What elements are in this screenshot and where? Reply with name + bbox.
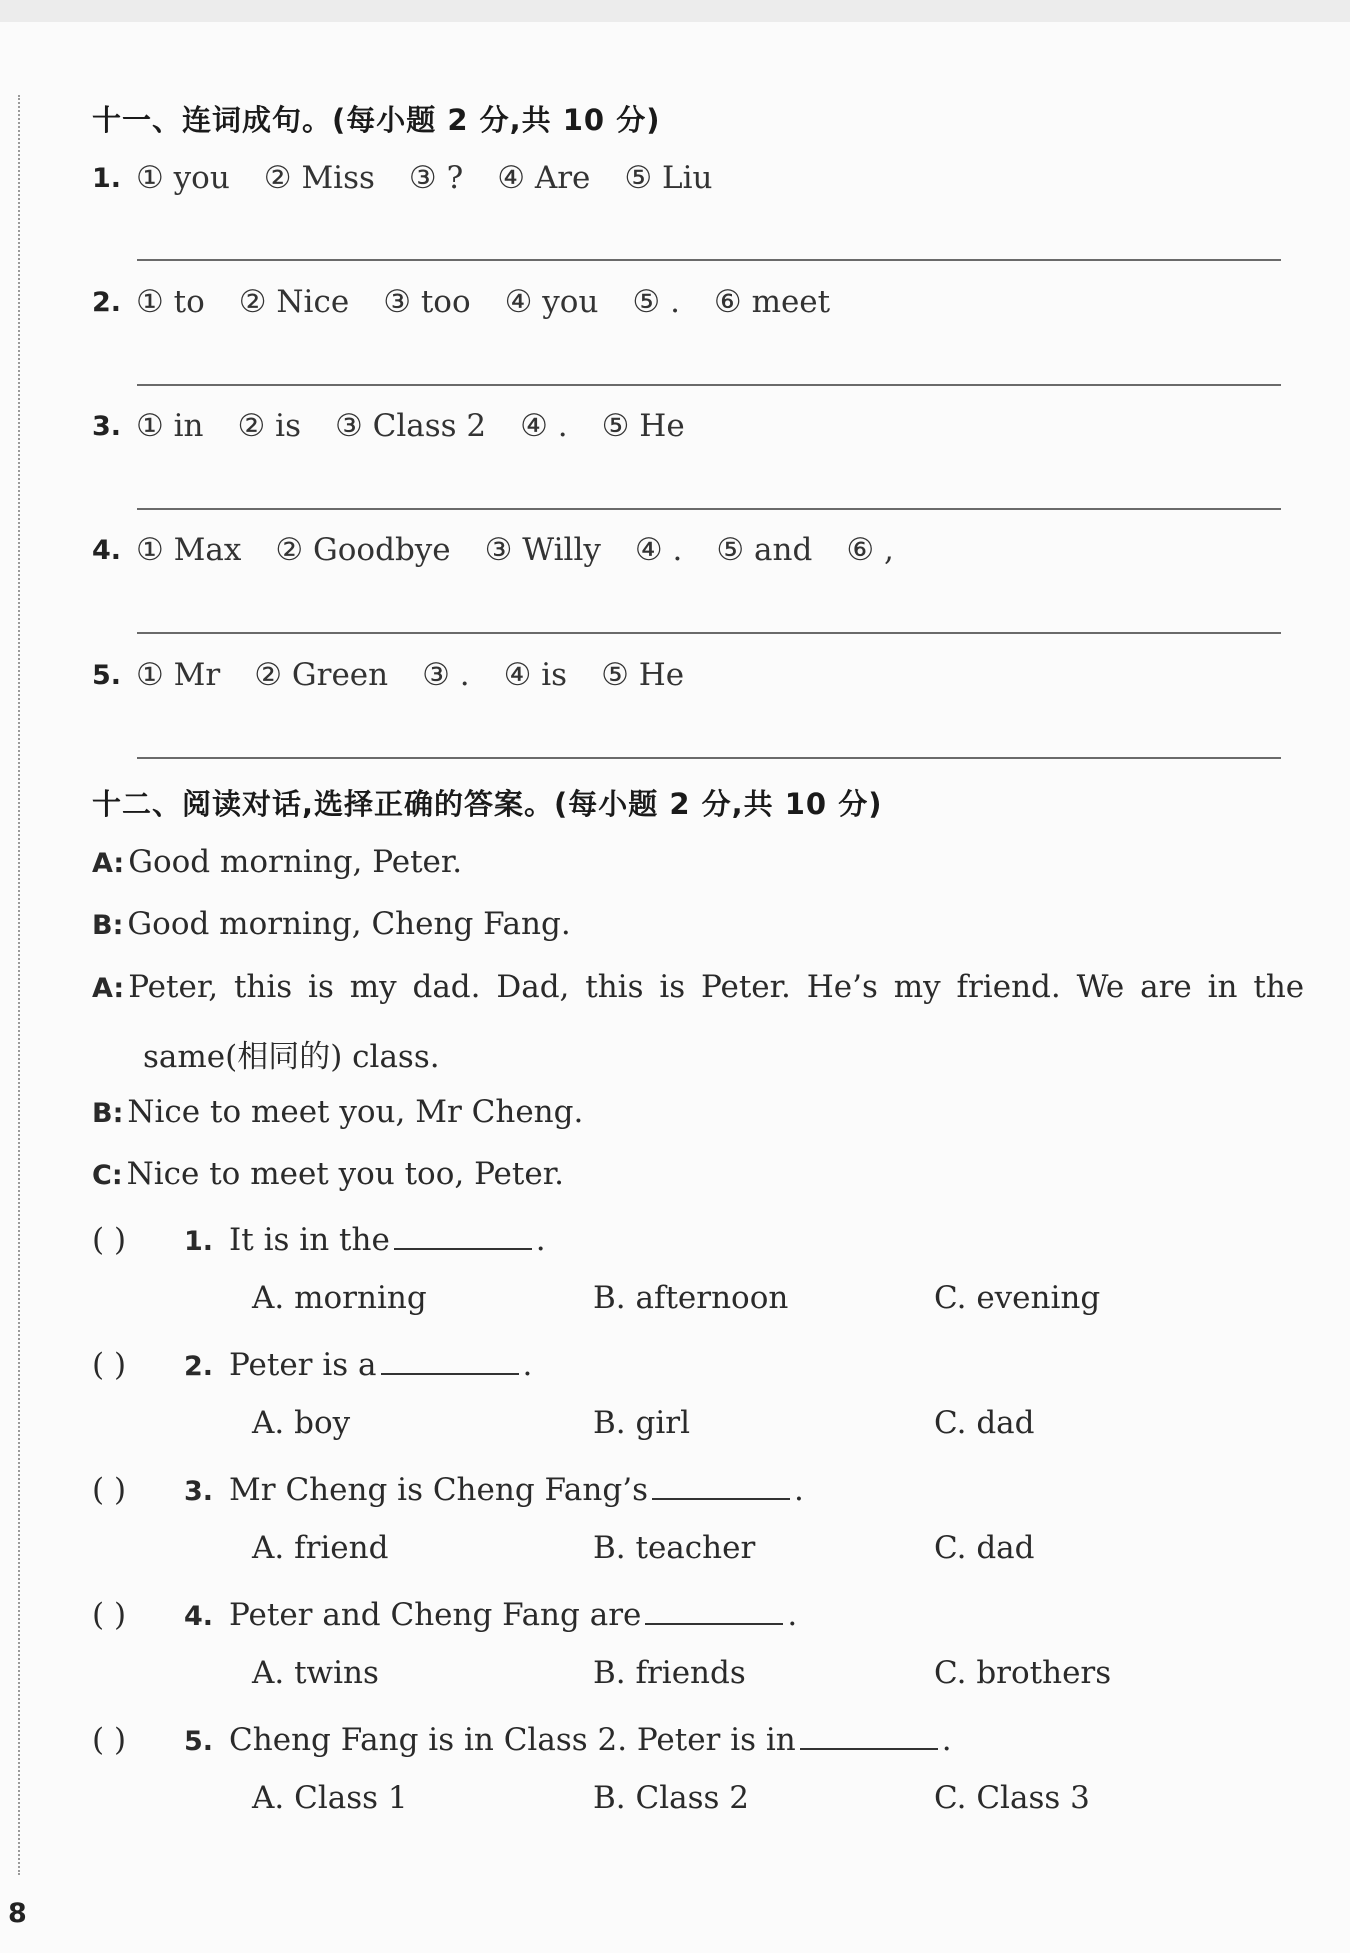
section-12-heading: 十二、阅读对话,选择正确的答案。(每小题 2 分,共 10 分): [92, 787, 883, 821]
answer-bracket[interactable]: ( ): [92, 1222, 127, 1258]
choice-question-5: [92, 1718, 952, 1758]
word-option: ① Max: [136, 532, 242, 568]
word-option: ⑥ ,: [846, 532, 894, 568]
word-option: ① you: [136, 160, 230, 196]
word-option: ⑤ He: [601, 408, 685, 444]
question-number: 3.: [92, 410, 122, 442]
word-order-question-4: [92, 530, 928, 570]
dialogue-text: Nice to meet you, Mr Cheng.: [127, 1094, 584, 1130]
dialogue-text: Good morning, Peter.: [128, 844, 463, 880]
word-option: ③ Class 2: [335, 408, 487, 444]
dialogue-line-3-continued: same(相同的) class.: [143, 1039, 440, 1075]
word-option: ④ is: [503, 657, 568, 693]
word-option: ② Miss: [263, 160, 375, 196]
word-option: ⑤ Liu: [624, 160, 713, 196]
fill-blank: [381, 1343, 519, 1375]
question-number: 4.: [184, 1601, 214, 1632]
speaker-label: A:: [92, 848, 125, 879]
option-a[interactable]: A. boy: [252, 1405, 351, 1441]
dialogue-text: Good morning, Cheng Fang.: [127, 906, 571, 942]
option-b[interactable]: B. girl: [593, 1405, 690, 1441]
speaker-label: A:: [92, 973, 125, 1004]
answer-bracket[interactable]: ( ): [92, 1472, 127, 1508]
word-option: ④ .: [634, 532, 683, 568]
word-option: ⑤ He: [601, 657, 685, 693]
answer-bracket[interactable]: ( ): [92, 1347, 127, 1383]
answer-line-4[interactable]: [137, 632, 1281, 634]
word-order-question-2: [92, 282, 864, 322]
question-end: .: [787, 1597, 798, 1633]
option-a[interactable]: A. friend: [252, 1530, 389, 1566]
word-option: ③ ?: [408, 160, 464, 196]
question-stem: It is in the: [229, 1222, 390, 1258]
dialogue-line-2: [92, 893, 1282, 957]
word-option: ④ .: [520, 408, 568, 444]
question-number: 1.: [92, 162, 122, 194]
choice-question-1: [92, 1218, 546, 1258]
question-stem: Peter is a: [229, 1347, 377, 1383]
dialogue-text: Nice to meet you too, Peter.: [126, 1156, 564, 1192]
question-number: 2.: [184, 1351, 214, 1382]
binding-margin-line: [18, 95, 20, 1875]
question-stem: Mr Cheng is Cheng Fang’s: [229, 1472, 648, 1508]
option-c[interactable]: C. dad: [934, 1405, 1035, 1441]
option-b[interactable]: B. friends: [593, 1655, 746, 1691]
question-number: 3.: [184, 1476, 214, 1507]
option-b[interactable]: B. afternoon: [593, 1280, 789, 1316]
speaker-label: B:: [92, 910, 124, 941]
top-shade: [0, 0, 1350, 22]
word-option: ① in: [136, 408, 204, 444]
choice-question-3: [92, 1468, 804, 1508]
question-end: .: [941, 1722, 952, 1758]
option-c[interactable]: C. brothers: [934, 1655, 1112, 1691]
section-11-heading: 十一、连词成句。(每小题 2 分,共 10 分): [92, 103, 661, 137]
question-number: 4.: [92, 534, 122, 566]
word-order-question-5: [92, 655, 718, 695]
answer-line-3[interactable]: [137, 508, 1281, 510]
speaker-label: C:: [92, 1160, 123, 1191]
choice-question-4: [92, 1593, 797, 1633]
question-number: 2.: [92, 286, 122, 318]
word-option: ③ too: [383, 284, 471, 320]
question-number: 5.: [184, 1726, 214, 1757]
word-option: ② is: [237, 408, 301, 444]
word-option: ④ Are: [497, 160, 591, 196]
word-option: ① to: [136, 284, 205, 320]
question-end: .: [794, 1472, 804, 1508]
option-a[interactable]: A. twins: [252, 1655, 379, 1691]
answer-line-2[interactable]: [137, 384, 1281, 386]
word-option: ④ you: [504, 284, 599, 320]
word-option: ② Green: [254, 657, 389, 693]
word-option: ③ Willy: [484, 532, 601, 568]
word-option: ① Mr: [136, 657, 221, 693]
dialogue-text: Peter, this is my dad. Dad, this is Peter. He’s my friend. We are in the: [128, 969, 1305, 1005]
word-order-question-3: [92, 406, 719, 446]
question-stem: Peter and Cheng Fang are: [229, 1597, 642, 1633]
fill-blank: [652, 1468, 790, 1500]
answer-bracket[interactable]: ( ): [92, 1722, 127, 1758]
word-option: ⑤ .: [632, 284, 680, 320]
word-option: ② Goodbye: [275, 532, 451, 568]
question-end: .: [522, 1347, 533, 1383]
option-c[interactable]: C. evening: [934, 1280, 1101, 1316]
question-number: 1.: [184, 1226, 214, 1257]
option-a[interactable]: A. Class 1: [252, 1780, 408, 1816]
answer-line-1[interactable]: [137, 259, 1281, 261]
option-a[interactable]: A. morning: [252, 1280, 427, 1316]
word-option: ③ .: [422, 657, 470, 693]
dialogue-line-3: [92, 956, 1305, 1020]
choice-question-2: [92, 1343, 532, 1383]
option-c[interactable]: C. Class 3: [934, 1780, 1090, 1816]
option-c[interactable]: C. dad: [934, 1530, 1035, 1566]
option-b[interactable]: B. Class 2: [593, 1780, 749, 1816]
question-stem: Cheng Fang is in Class 2. Peter is in: [229, 1722, 796, 1758]
dialogue-line-5: [92, 1143, 1282, 1207]
answer-bracket[interactable]: ( ): [92, 1597, 127, 1633]
word-option: ⑥ meet: [713, 284, 831, 320]
word-option: ② Nice: [238, 284, 350, 320]
speaker-label: B:: [92, 1098, 124, 1129]
page-number: 8: [8, 1898, 27, 1929]
question-number: 5.: [92, 659, 122, 691]
word-option: ⑤ and: [716, 532, 813, 568]
fill-blank: [394, 1218, 532, 1250]
dialogue-line-4: [92, 1081, 1282, 1145]
option-b[interactable]: B. teacher: [593, 1530, 756, 1566]
fill-blank: [800, 1718, 938, 1750]
question-end: .: [535, 1222, 546, 1258]
word-order-question-1: [92, 158, 747, 198]
dialogue-line-1: [92, 831, 1282, 895]
answer-line-5[interactable]: [137, 757, 1281, 759]
fill-blank: [645, 1593, 783, 1625]
